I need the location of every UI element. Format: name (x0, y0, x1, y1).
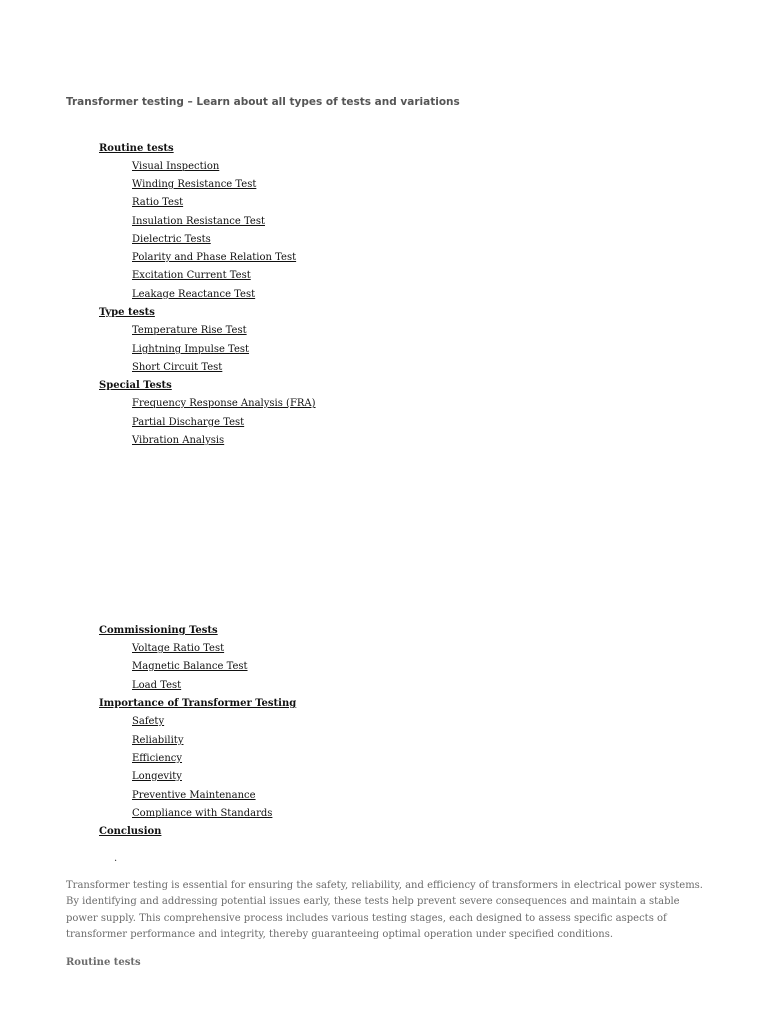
toc-item-frequency-response-analysis[interactable]: Frequency Response Analysis (FRA) (132, 398, 316, 409)
toc-item-excitation-current-test[interactable]: Excitation Current Test (132, 270, 251, 281)
toc-section-importance[interactable]: Importance of Transformer Testing (99, 698, 297, 709)
toc-item-magnetic-balance-test[interactable]: Magnetic Balance Test (132, 661, 248, 672)
toc-item-vibration-analysis[interactable]: Vibration Analysis (132, 435, 225, 446)
toc-item-voltage-ratio-test[interactable]: Voltage Ratio Test (132, 643, 225, 654)
toc-item-dielectric-tests[interactable]: Dielectric Tests (132, 234, 211, 245)
toc-item-partial-discharge-test[interactable]: Partial Discharge Test (132, 417, 245, 428)
toc-item-lightning-impulse-test[interactable]: Lightning Impulse Test (132, 344, 250, 355)
toc-item-load-test[interactable]: Load Test (132, 680, 182, 691)
section-heading-routine-tests: Routine tests (66, 957, 141, 968)
toc-item-leakage-reactance-test[interactable]: Leakage Reactance Test (132, 289, 256, 300)
page-title: Transformer testing – Learn about all types of tests and variations (66, 96, 460, 108)
toc-section-special-tests[interactable]: Special Tests (99, 380, 172, 391)
toc-item-insulation-resistance-test[interactable]: Insulation Resistance Test (132, 216, 265, 227)
toc-section-commissioning-tests[interactable]: Commissioning Tests (99, 625, 218, 636)
toc-item-preventive-maintenance[interactable]: Preventive Maintenance (132, 790, 256, 801)
toc-item-safety[interactable]: Safety (132, 716, 165, 727)
toc-section-routine-tests[interactable]: Routine tests (99, 143, 174, 154)
toc-item-polarity-phase-relation-test[interactable]: Polarity and Phase Relation Test (132, 252, 297, 263)
toc-item-winding-resistance-test[interactable]: Winding Resistance Test (132, 179, 257, 190)
toc-item-ratio-test[interactable]: Ratio Test (132, 197, 184, 208)
toc-item-visual-inspection[interactable]: Visual Inspection (132, 161, 220, 172)
toc-item-reliability[interactable]: Reliability (132, 735, 184, 746)
toc-item-temperature-rise-test[interactable]: Temperature Rise Test (132, 325, 247, 336)
toc-item-longevity[interactable]: Longevity (132, 771, 182, 782)
intro-paragraph: Transformer testing is essential for ensuring the safety, reliability, and efficiency of transformers in electrical power systems. By identifying and addressing potential issues early, these tests help prevent severe consequences and maintain a stable power supply. This comprehensive process includes various testing stages, each designed to assess specific aspects of transformer performance and integrity, thereby guaranteeing optimal operation under specified conditions. (66, 880, 703, 940)
toc-section-type-tests[interactable]: Type tests (99, 307, 155, 318)
toc-section-conclusion[interactable]: Conclusion (99, 826, 162, 837)
list-bullet-dot: . (114, 853, 118, 864)
toc-item-compliance-with-standards[interactable]: Compliance with Standards (132, 808, 273, 819)
toc-item-efficiency[interactable]: Efficiency (132, 753, 183, 764)
toc-item-short-circuit-test[interactable]: Short Circuit Test (132, 362, 223, 373)
